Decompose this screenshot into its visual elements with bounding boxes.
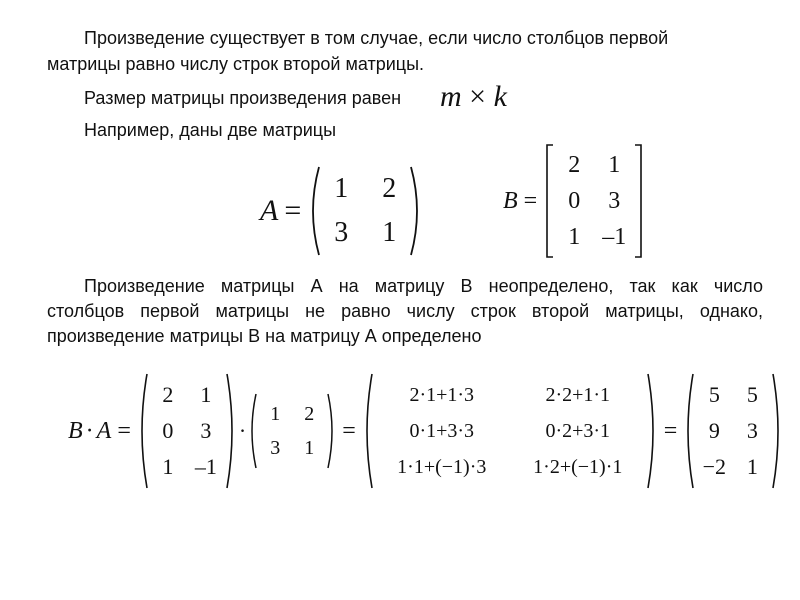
product-left-cell: 2 bbox=[162, 382, 174, 407]
left-paren-icon bbox=[307, 165, 321, 257]
product-right-matrix bbox=[258, 397, 326, 465]
product-eq-3: = bbox=[663, 417, 678, 444]
size-formula-times: × bbox=[469, 80, 487, 113]
size-formula-m: m bbox=[440, 80, 462, 113]
matrix-b-cell: 1 bbox=[608, 151, 621, 178]
product-left-cell: 3 bbox=[200, 418, 212, 443]
right-paren-icon bbox=[225, 372, 237, 490]
product-lhs-b: B bbox=[68, 417, 83, 444]
product-right-cell: 1 bbox=[270, 402, 281, 425]
product-result-matrix bbox=[695, 377, 771, 485]
product-left-matrix bbox=[149, 377, 225, 485]
product-expanded-cell: 1·1+(−1)·3 bbox=[397, 455, 487, 478]
product-result-cell: 5 bbox=[708, 382, 720, 407]
product-equation bbox=[68, 372, 783, 490]
matrix-a-cell: 2 bbox=[382, 173, 397, 204]
product-lhs-a: A bbox=[96, 417, 112, 444]
product-result-cell: 1 bbox=[746, 454, 758, 479]
right-paren-icon bbox=[409, 165, 423, 257]
matrix-b-cell: –1 bbox=[602, 223, 627, 250]
right-paren-icon bbox=[326, 392, 336, 470]
product-result-cell: 3 bbox=[746, 418, 758, 443]
example-intro: Например, даны две матрицы bbox=[84, 120, 337, 140]
product-left-cell: 1 bbox=[162, 454, 174, 479]
matrix-b-cell: 3 bbox=[608, 187, 621, 214]
product-expanded-cell: 2·1+1·3 bbox=[409, 383, 475, 406]
size-label: Размер матрицы произведения равен bbox=[84, 88, 402, 108]
product-left-cell: 0 bbox=[162, 418, 174, 443]
para2-line1: Произведение матрицы А на матрицу В неопределено, так как число bbox=[84, 276, 763, 296]
matrix-a-cell: 3 bbox=[334, 217, 349, 248]
product-left-cell: 1 bbox=[200, 382, 212, 407]
matrix-b-label: B bbox=[503, 187, 518, 214]
product-expanded-cell: 2·2+1·1 bbox=[545, 383, 611, 406]
product-result-cell: −2 bbox=[702, 454, 727, 479]
right-bracket-icon bbox=[633, 143, 645, 259]
product-eq-2: = bbox=[342, 417, 356, 444]
matrix-a-label: A bbox=[260, 194, 279, 227]
matrix-b-cell: 2 bbox=[568, 151, 581, 178]
left-paren-icon bbox=[683, 372, 695, 490]
matrix-a-equals: = bbox=[284, 194, 302, 227]
left-paren-icon bbox=[362, 372, 374, 490]
para2-line3: произведение матрицы В на матрицу А определено bbox=[47, 326, 482, 346]
product-eq-1: = bbox=[117, 417, 131, 444]
product-expanded-cell: 0·2+3·1 bbox=[545, 419, 611, 442]
matrix-a-cell: 1 bbox=[334, 173, 349, 204]
size-formula-k: k bbox=[493, 80, 507, 113]
matrix-b-cell: 1 bbox=[568, 223, 581, 250]
product-lhs-dot: · bbox=[85, 417, 94, 444]
product-left-cell: –1 bbox=[194, 454, 217, 479]
right-paren-icon bbox=[771, 372, 783, 490]
size-formula bbox=[440, 80, 507, 114]
product-mul-dot: · bbox=[238, 418, 247, 443]
matrix-a-equation bbox=[260, 165, 423, 257]
left-bracket-icon bbox=[543, 143, 555, 259]
para1-line2: матрицы равно числу строк второй матрицы. bbox=[47, 54, 425, 74]
product-result-cell: 9 bbox=[708, 418, 720, 443]
product-right-cell: 2 bbox=[304, 402, 315, 425]
matrix-a-cell: 1 bbox=[382, 217, 397, 248]
matrix-b-grid bbox=[555, 147, 633, 255]
left-paren-icon bbox=[137, 372, 149, 490]
para2-line2: столбцов первой матрицы не равно числу строк второй матрицы, однако, bbox=[47, 301, 763, 321]
product-right-cell: 1 bbox=[304, 436, 315, 459]
left-paren-icon bbox=[248, 392, 258, 470]
para1-line1: Произведение существует в том случае, если число столбцов первой bbox=[84, 28, 669, 48]
matrix-b-cell: 0 bbox=[568, 187, 581, 214]
product-result-cell: 5 bbox=[746, 382, 758, 407]
matrix-b-equals: = bbox=[523, 187, 538, 214]
product-expanded-cell: 0·1+3·3 bbox=[409, 419, 475, 442]
product-expanded-matrix bbox=[374, 377, 646, 485]
product-right-cell: 3 bbox=[270, 436, 281, 459]
matrix-a-grid bbox=[321, 167, 409, 255]
product-expanded-cell: 1·2+(−1)·1 bbox=[533, 455, 623, 478]
right-paren-icon bbox=[646, 372, 658, 490]
matrix-b-equation bbox=[503, 143, 645, 259]
